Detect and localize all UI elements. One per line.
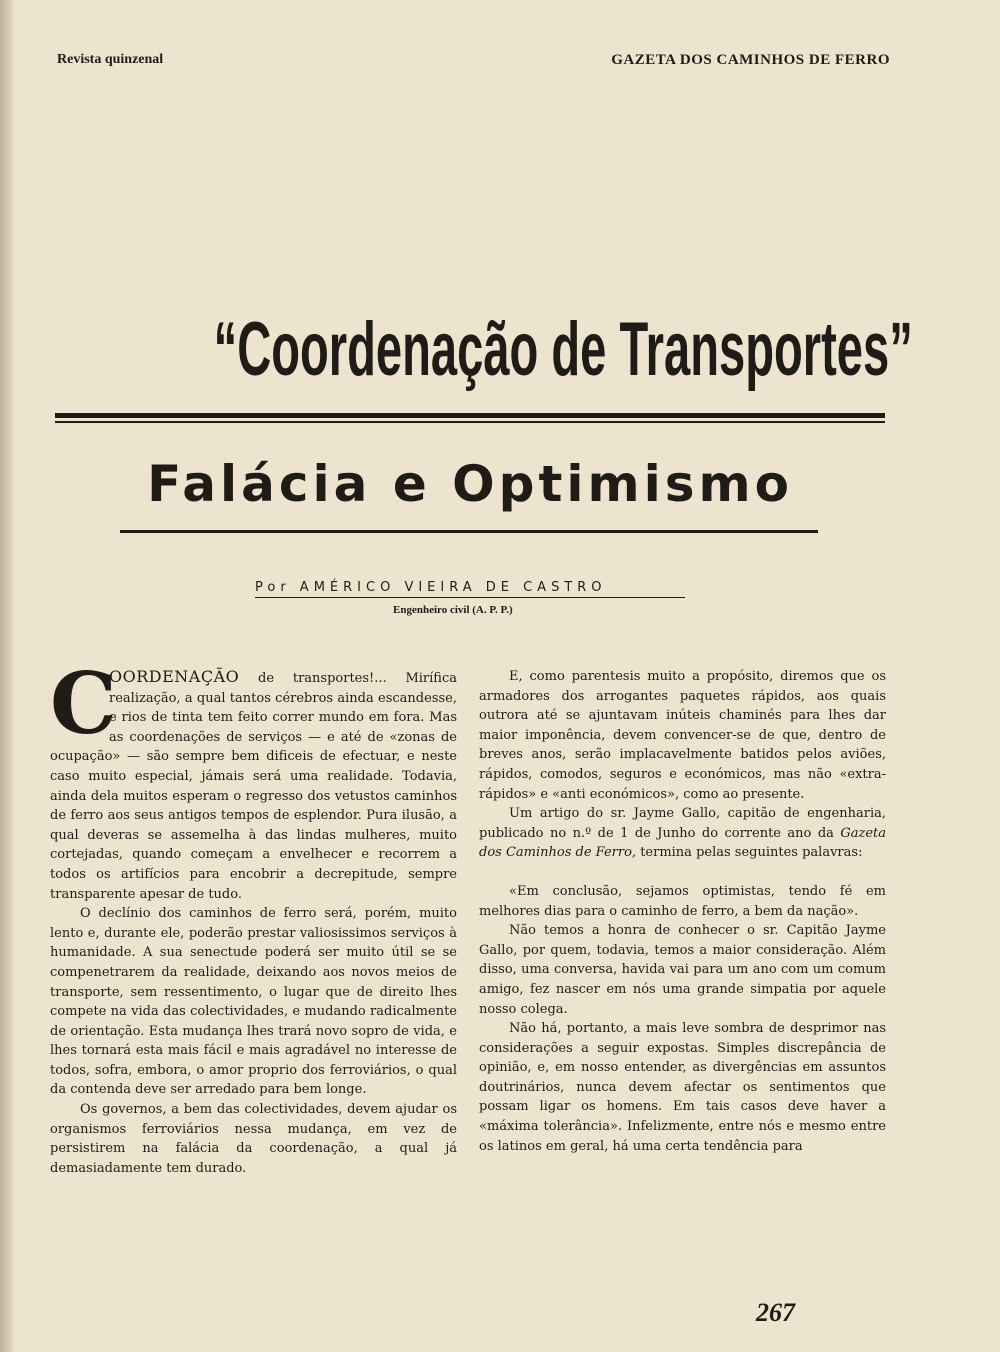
text-column-left bbox=[50, 654, 457, 1178]
article-title: “Coordenação de Transportes” bbox=[213, 307, 913, 392]
running-header-right: GAZETA DOS CAMINHOS DE FERRO bbox=[611, 52, 890, 68]
article-subtitle: Falácia e Optimismo bbox=[147, 455, 793, 513]
drop-cap: C bbox=[50, 654, 117, 753]
paragraph: Não temos a honra de conhecer o sr. Capitão Jayme Gallo, por quem, todavia, temos a maior consideração. Além disso, uma conversa, havida vai para um ano com um comum amigo, fez nascer em nós uma grande simpatia por aquele nosso colega. bbox=[479, 923, 886, 1017]
paragraph: O declínio dos caminhos de ferro será, porém, muito lento e, durante ele, poderão prestar valiosissimos serviços à humanidade. A sua senectude poderá ser muito útil se se compenetrarem da realidade, deixando aos novos meios de transporte, sem ressentimento, o lugar que de direito lhes compete na vida das colectividades, e mudando radicalmente de orientação. Esta mudança lhes trará novo sopro de vida, e lhes tornará esta mais fácil e mais agradável no interesse de todos, sofra, embora, o amor proprio dos ferroviários, o qual da contenda deve ser arredado para bem longe. bbox=[50, 906, 457, 1098]
lead-word: OORDENAÇÃO bbox=[109, 667, 240, 686]
paragraph: E, como parentesis muito a propósito, diremos que os armadores dos arrogantes paquetes rápidos, aos quais outrora até se ajuntavam inúteis chaminés para lhes dar maior imponência, devem convencer-se de que, dentro de breves anos, serão implacavelmente batidos pelos aviões, rápidos, comodos, seguros e económicos, mas não «extra-rápidos» e «anti económicos», como ao presente. bbox=[479, 669, 886, 802]
text-column-right bbox=[479, 667, 886, 1156]
paragraph bbox=[50, 654, 457, 904]
page-number: 267 bbox=[756, 1298, 795, 1327]
title-rule-thin bbox=[55, 421, 885, 423]
paragraph-text: de transportes!... Mirífica realização, a qual tantos cérebros ainda escandesse, e rios de tinta tem feito correr mundo em fora. Mas as coordenações de serviços — e até de «zonas de ocupação» — são sempre bem dificeis de efectuar, e neste caso muito especial, jámais será uma realidade. Todavia, ainda dela muitos esperam o regresso dos vetustos caminhos de ferro aos seus antigos tempos de esplendor. Pura ilusão, a qual deveras se assemelha à das lindas mulheres, muito cortejadas, quando começam a envelhecer e recorrem a todos os artifícios para encobrir a decrepitude, sempre transparente apesar de tudo. bbox=[50, 671, 457, 902]
paragraph-text: Um artigo do sr. Jayme Gallo, capitão de engenharia, publicado no n.º de 1 de Junho do corrente ano da bbox=[479, 806, 886, 841]
quotation: «Em conclusão, sejamos optimistas, tendo fé em melhores dias para o caminho de ferro, a bem da nação». bbox=[479, 883, 886, 919]
page-binding-edge bbox=[0, 0, 14, 1352]
paragraph-text: termina pelas seguintes palavras: bbox=[636, 845, 863, 861]
publication-title: Gazeta dos Caminhos de Ferro, bbox=[479, 825, 886, 861]
running-header-left: Revista quinzenal bbox=[57, 52, 164, 67]
paragraph bbox=[479, 804, 886, 863]
author-affiliation: Engenheiro civil (A. P. P.) bbox=[393, 604, 513, 616]
paragraph: Os governos, a bem das colectividades, devem ajudar os organismos ferroviários nessa mudança, em vez de persistirem na falácia da coordenação, a qual já demasiadamente tem durado. bbox=[50, 1102, 457, 1176]
paragraph: Não há, portanto, a mais leve sombra de desprimor nas considerações a seguir expostas. Simples discrepância de opinião, e, em nosso entender, as divergências em assuntos doutrinários, nunca devem afectar os sentimentos que possam ligar os homens. Em tais casos deve haver a «máxima tolerância». Infelizmente, entre nós e mesmo entre os latinos em geral, há uma certa tendência para bbox=[479, 1021, 886, 1154]
author-byline: Por AMÉRICO VIEIRA DE CASTRO bbox=[255, 580, 685, 598]
subtitle-rule bbox=[120, 530, 818, 533]
title-rule bbox=[55, 413, 885, 418]
